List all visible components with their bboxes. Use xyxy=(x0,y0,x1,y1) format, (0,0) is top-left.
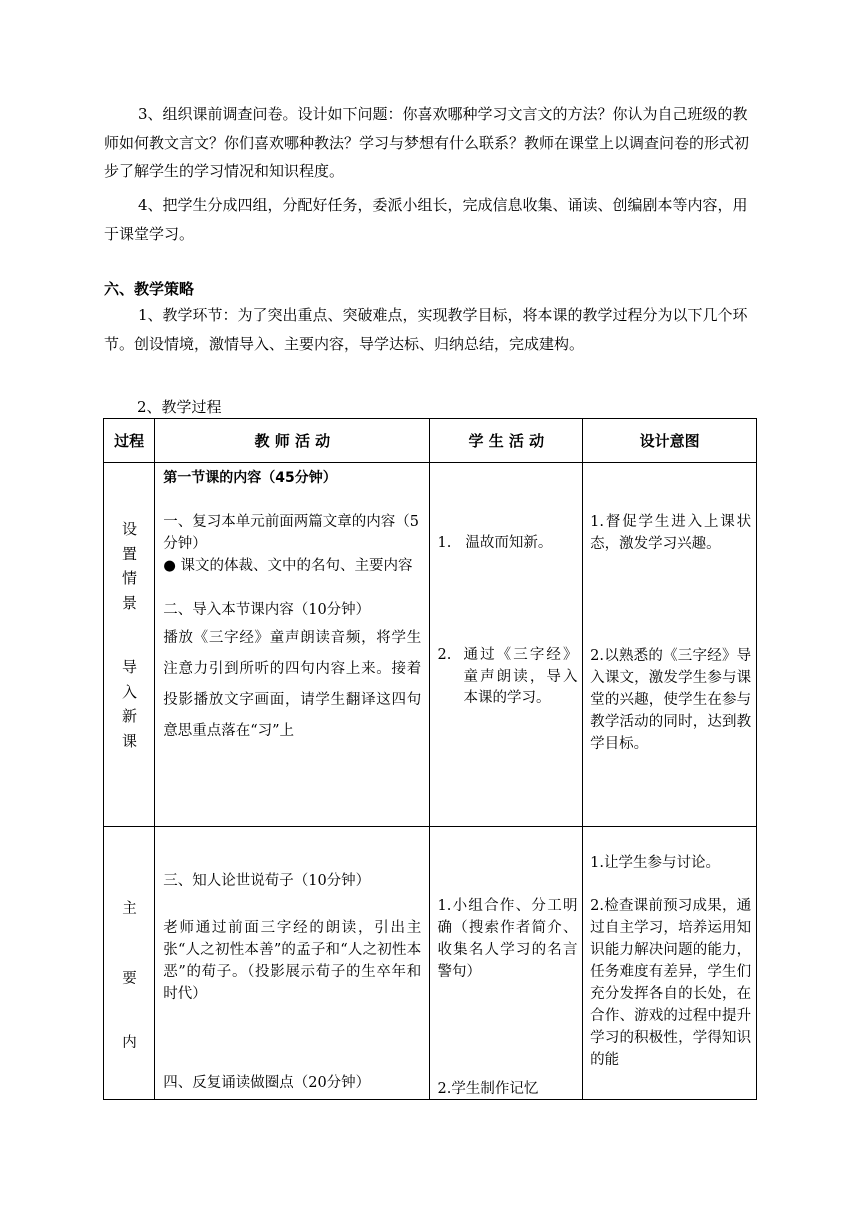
design-intent-cell xyxy=(583,827,757,1100)
stage-label-setup: 设 置 情 景 xyxy=(121,520,137,612)
stage-cell xyxy=(104,827,155,1100)
table-header-row xyxy=(104,419,757,463)
teacher-item-xunzi: 三、知人论世说荀子（10分钟） xyxy=(163,873,371,889)
stage-char: 主 xyxy=(122,901,137,917)
teacher-bullet: ● 课文的体裁、文中的名句、主要内容 xyxy=(163,558,413,574)
design-item-1: 1.督促学生进入上课状态，激发学习兴趣。 xyxy=(590,514,752,552)
student-item-group: 1.小组合作、分工明确（搜索作者简介、收集名人学习的名言警句） xyxy=(437,898,578,980)
stage-label-intro: 导 入 新 课 xyxy=(121,658,137,750)
header-process: 过程 xyxy=(104,419,155,463)
header-student-activity: 学 生 活 动 xyxy=(430,419,583,463)
teacher-activity-cell xyxy=(155,827,430,1100)
strategy-paragraph: 1、教学环节：为了突出重点、突破难点，实现教学目标，将本课的教学过程分为以下几个环节。创设情境，激情导入、主要内容，导学达标、归纳总结，完成建构。 xyxy=(104,306,748,353)
table-row xyxy=(104,827,757,1100)
paragraph-4: 4、把学生分成四组，分配好任务，委派小组长，完成信息收集、诵读、创编剧本等内容，用于课堂学习。 xyxy=(104,196,748,243)
header-design-intent: 设计意图 xyxy=(583,419,757,463)
paragraph-3: 3、组织课前调查问卷。设计如下问题：你喜欢哪种学习文言文的方法？你认为自己班级的教师如何教文言文？你们喜欢哪种教法？学习与梦想有什么联系？教师在课堂上以调查问卷的形式初步了解学生的学习情况和知识程度。 xyxy=(104,105,750,180)
design-item-2: 2.以熟悉的《三字经》导入课文，激发学生参与课堂的兴趣，使学生在参与教学活动的同时，达到教学目标。 xyxy=(590,648,752,752)
stage-char: 要 xyxy=(122,971,137,987)
lesson-title: 第一节课的内容（45分钟） xyxy=(163,470,337,486)
teacher-item-xunzi-body: 老师通过前面三字经的朗读，引出主张“人之初性本善”的孟子和“人之初性本恶”的荀子。（投影展示荀子的生卒年和时代） xyxy=(163,920,422,1002)
student-activity-cell xyxy=(430,463,583,827)
table-row xyxy=(104,463,757,827)
teaching-process-table xyxy=(103,418,757,1100)
design-item-discuss: 1.让学生参与讨论。 xyxy=(590,855,721,871)
design-intent-cell xyxy=(583,463,757,827)
teacher-item-intro: 二、导入本节课内容（10分钟） xyxy=(163,602,371,618)
student-item-2: 2. 通过《三字经》童声朗读，导入本课的学习。 xyxy=(437,647,578,706)
teacher-item-intro-body: 播放《三字经》童声朗读音频，将学生注意力引到所听的四句内容上来。接着投影播放文字画面，请学生翻译这四句意思重点落在“习”上 xyxy=(163,630,422,739)
teacher-item-review: 一、复习本单元前面两篇文章的内容（5分钟） xyxy=(163,514,419,552)
header-teacher-activity: 教 师 活 动 xyxy=(155,419,430,463)
section-heading: 六、教学策略 xyxy=(104,280,195,298)
bullet-icon: ● xyxy=(163,558,176,574)
student-item-memory: 2.学生制作记忆 xyxy=(437,1081,539,1097)
table-caption: 2、教学过程 xyxy=(137,398,222,416)
design-item-check: 2.检查课前预习成果，通过自主学习，培养运用知识能力解决问题的能力，任务难度有差异，学生们充分发挥各自的长处，在合作、游戏的过程中提升学习的积极性，学得知识的能 xyxy=(590,898,752,1068)
teacher-activity-cell xyxy=(155,463,430,827)
stage-char: 内 xyxy=(122,1035,137,1051)
student-activity-cell xyxy=(430,827,583,1100)
teacher-item-recite: 四、反复诵读做圈点（20分钟） xyxy=(163,1075,371,1091)
stage-cell xyxy=(104,463,155,827)
student-item-1: 1. 温故而知新。 xyxy=(437,535,553,551)
